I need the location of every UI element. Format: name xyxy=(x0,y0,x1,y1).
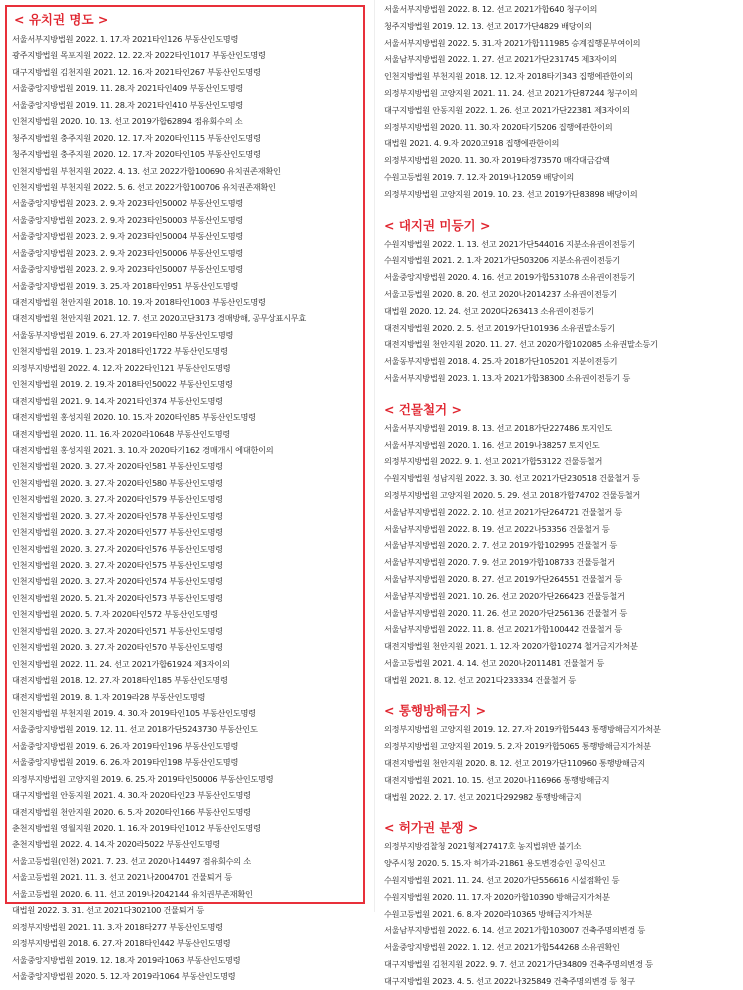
case-item: 대구지방법원 안동지원 2021. 4. 30.자 2020타인23 부동산인도명령 xyxy=(12,790,251,801)
case-item: 서울고등법원 2020. 8. 20. 선고 2020나2014237 소유권이전등기 xyxy=(384,288,617,299)
case-item: 인천지방법원 2020. 3. 27.자 2020타인577 부동산인도명령 xyxy=(12,527,223,538)
case-item: 의정부지방법원 2020. 11. 30.자 2019타경73570 매각대금감액 xyxy=(384,155,610,166)
case-item: 의정부지방법원 2021. 11. 3.자 2018타277 부동산인도명령 xyxy=(12,921,223,932)
section-title-passage-obstruction: < 통행방해금지 > xyxy=(384,703,487,719)
case-item: 수원지방법원 2021. 11. 24. 선고 2020가단556616 시설점확인 등 xyxy=(384,875,620,886)
case-item: 서울중앙지방법원 2023. 2. 9.자 2023타인50002 부동산인도명령 xyxy=(12,198,244,209)
section-title-land-right-unregistered: < 대지권 미등기 > xyxy=(384,217,491,233)
case-item: 서울서부지방법원 2022. 1. 17.자 2021타인126 부동산인도명령 xyxy=(12,34,239,44)
case-item: 서울중앙지방법원 2019. 6. 26.자 2019타인198 부동산인도명령 xyxy=(12,757,239,768)
case-item: 서울남부지방법원 2020. 8. 27. 선고 2019가단264551 건물철거 등 xyxy=(384,573,623,584)
case-item: 의정부지방법원 2022. 9. 1. 선고 2021가합53122 건물등철거 xyxy=(384,456,603,467)
case-item: 인천지방법원 2019. 1. 23.자 2018타인1722 부동산인도명령 xyxy=(12,346,228,357)
case-item: 인천지방법원 부천지원 2022. 5. 6. 선고 2022가합100706 유치권존재확인 xyxy=(12,181,276,192)
case-item: 대전지방법원 천안지원 2018. 10. 19.자 2018타인1003 부동산인도명령 xyxy=(12,297,266,307)
case-item: 서울동부지방법원 2018. 4. 25.자 2018가단105201 지분이전등기 xyxy=(384,356,618,367)
case-item: 의정부지방법원 2020. 11. 30.자 2020타기5206 집행에관한이의 xyxy=(384,121,613,132)
case-item: 대법원 2020. 12. 24. 선고 2020다263413 소유권이전등기 xyxy=(384,305,595,316)
case-item: 서울고등법원 2021. 4. 14. 선고 2020나2011481 건물철거 등 xyxy=(384,657,605,668)
case-item: 수원고등법원 2019. 7. 12.자 2019나12059 배당이의 xyxy=(384,171,575,182)
case-item: 대구지방법원 김천지원 2022. 9. 7. 선고 2021가단34809 건축주명의변경 등 xyxy=(384,959,653,970)
case-item: 인천지방법원 2020. 3. 27.자 2020타인570 부동산인도명령 xyxy=(12,642,223,653)
case-item: 인천지방법원 부천지원 2022. 4. 13. 선고 2022가합100690 유치권존재확인 xyxy=(12,165,281,176)
case-item: 대전지방법원 2019. 8. 1.자 2019라28 부동산인도명령 xyxy=(12,691,206,702)
case-item: 서울중앙지방법원 2022. 1. 12. 선고 2021가합544268 소유권확인 xyxy=(384,942,620,953)
case-item: 수원고등법원 2021. 6. 8.자 2020라10365 방해금지가처분 xyxy=(384,908,593,919)
case-item: 의정부지방법원 2022. 4. 12.자 2022타인121 부동산인도명령 xyxy=(12,362,231,373)
case-item: 인천지방법원 2020. 3. 27.자 2020타인580 부동산인도명령 xyxy=(12,477,223,488)
case-item: 대전지방법원 홍성지원 2020. 10. 15.자 2020타인85 부동산인도명령 xyxy=(12,412,256,423)
case-item: 서울중앙지방법원 2019. 3. 25.자 2018타인951 부동산인도명령 xyxy=(12,280,239,291)
case-list-building-demolition xyxy=(384,420,740,689)
case-item: 인천지방법원 2020. 5. 21.자 2020타인573 부동산인도명령 xyxy=(12,592,223,603)
case-list-land-right-unregistered xyxy=(384,236,740,387)
case-item: 대전지방법원 천안지원 2020. 6. 5.자 2020타인166 부동산인도명령 xyxy=(12,806,251,817)
case-item: 서울서부지방법원 2019. 8. 13. 선고 2018가단227486 토지인도 xyxy=(384,422,613,433)
case-item: 대전지방법원 천안지원 2020. 11. 27. 선고 2020가합102085 소유권말소등기 xyxy=(384,339,658,350)
case-item: 서울중앙지방법원 2023. 2. 9.자 2023타인50003 부동산인도명령 xyxy=(12,214,244,225)
case-item: 서울남부지방법원 2022. 11. 8. 선고 2021가합100442 건물철거 등 xyxy=(384,624,623,635)
case-item: 서울중앙지방법원 2023. 2. 9.자 2023타인50006 부동산인도명령 xyxy=(12,247,244,258)
case-item: 청주지방법원 충주지원 2020. 12. 17.자 2020타인115 부동산인도명령 xyxy=(12,132,261,143)
case-item: 인천지방법원 2020. 3. 27.자 2020타인575 부동산인도명령 xyxy=(12,560,223,570)
case-item: 인천지방법원 2020. 3. 27.자 2020타인579 부동산인도명령 xyxy=(12,494,223,505)
case-item: 서울남부지방법원 2020. 2. 7. 선고 2019가합102995 건물철거 등 xyxy=(384,540,618,551)
case-item: 대전지방법원 천안지원 2021. 12. 7. 선고 2020고단3173 경매방해, 공무상표시무효 xyxy=(12,313,307,324)
case-item: 서울중앙지방법원 2020. 4. 16. 선고 2019가합531078 소유권이전등기 xyxy=(384,272,636,283)
case-list-permit-dispute xyxy=(384,838,740,989)
case-item: 춘천지방법원 영월지원 2020. 1. 16.자 2019타인1012 부동산인도명령 xyxy=(12,823,261,833)
case-item: 대전지방법원 천안지원 2021. 1. 12.자 2020가합10274 철거금지가처분 xyxy=(384,641,638,652)
case-item: 인천지방법원 2020. 5. 7.자 2020타인572 부동산인도명령 xyxy=(12,609,218,620)
case-item: 대전지방법원 2018. 12. 27.자 2018타인185 부동산인도명령 xyxy=(12,675,228,686)
case-list-passage-obstruction xyxy=(384,721,740,805)
case-list-objection-cases xyxy=(384,1,740,203)
case-item: 대법원 2022. 3. 31. 선고 2021다302100 건물퇴거 등 xyxy=(12,905,205,916)
case-item: 대전지방법원 2020. 11. 16.자 2020라10648 부동산인도명령 xyxy=(12,428,231,439)
case-item: 대전지방법원 2021. 10. 15. 선고 2020나116966 통행방해금지 xyxy=(384,774,610,785)
case-item: 서울서부지방법원 2022. 5. 31.자 2021가합111985 승계집행문부여이의 xyxy=(384,37,641,48)
case-item: 의정부지방법원 2018. 6. 27.자 2018타인442 부동산인도명령 xyxy=(12,938,231,949)
case-item: 수원지방법원 성남지원 2022. 3. 30. 선고 2021가단230518 건물철거 등 xyxy=(384,473,640,484)
case-list-lien-eviction xyxy=(12,31,357,984)
case-item: 서울중앙지방법원 2019. 12. 18.자 2019라1063 부동산인도명령 xyxy=(12,954,241,965)
case-item: 서울중앙지방법원 2019. 6. 26.자 2019타인196 부동산인도명령 xyxy=(12,740,239,751)
case-item: 인천지방법원 부천지원 2019. 4. 30.자 2019타인105 부동산인도명령 xyxy=(12,707,256,718)
case-item: 의정부지방검찰청 2021형제27417호 농지법위반 불기소 xyxy=(384,841,582,852)
case-item: 대구지방법원 2023. 4. 5. 선고 2022나325849 건축주명의변경 등 청구 xyxy=(384,975,635,986)
case-item: 서울서부지방법원 2023. 1. 13.자 2021가합38300 소유권이전등기 등 xyxy=(384,372,631,383)
case-item: 대전지방법원 2020. 2. 5. 선고 2019가단101936 소유권말소등기 xyxy=(384,322,615,333)
case-item: 인천지방법원 부천지원 2018. 12. 12.자 2018타기343 집행에관한이의 xyxy=(384,71,633,82)
column-divider xyxy=(374,0,375,912)
case-item: 의정부지방법원 고양지원 2021. 11. 24. 선고 2021가단87244 청구이의 xyxy=(384,87,638,98)
case-item: 의정부지방법원 고양지원 2019. 10. 23. 선고 2019가단83898 배당이의 xyxy=(384,188,638,199)
case-item: 대구지방법원 김천지원 2021. 12. 16.자 2021타인267 부동산인도명령 xyxy=(12,66,261,77)
case-item: 청주지방법원 충주지원 2020. 12. 17.자 2020타인105 부동산인도명령 xyxy=(12,149,261,160)
section-objection-cases xyxy=(384,1,740,203)
case-item: 의정부지방법원 고양지원 2019. 12. 27.자 2019카합5443 통행방해금지가처분 xyxy=(384,724,661,735)
case-item: 인천지방법원 2020. 3. 27.자 2020타인571 부동산인도명령 xyxy=(12,625,223,636)
section-permit-dispute xyxy=(384,819,740,989)
section-passage-obstruction xyxy=(384,702,740,805)
case-item: 대법원 2022. 2. 17. 선고 2021다292982 통행방해금지 xyxy=(384,791,582,802)
case-item: 인천지방법원 2020. 3. 27.자 2020타인578 부동산인도명령 xyxy=(12,510,223,521)
case-item: 인천지방법원 2020. 3. 27.자 2020타인574 부동산인도명령 xyxy=(12,576,223,587)
case-item: 서울서부지방법원 2022. 8. 12. 선고 2021가합640 청구이의 xyxy=(384,4,598,14)
case-item: 의정부지방법원 고양지원 2019. 6. 25.자 2019타인50006 부동산인도명령 xyxy=(12,773,274,784)
case-item: 서울남부지방법원 2021. 10. 26. 선고 2020가단266423 건물등철거 xyxy=(384,590,625,601)
right-panel xyxy=(384,0,740,986)
case-item: 양주시청 2020. 5. 15.자 허가과-21861 용도변경승인 공익신고 xyxy=(384,858,606,869)
case-item: 청주지방법원 2019. 12. 13. 선고 2017가단4829 배당이의 xyxy=(384,20,592,31)
case-item: 수원지방법원 2021. 2. 1.자 2021가단503206 지분소유권이전등기 xyxy=(384,255,621,266)
case-item: 수원지방법원 2022. 1. 13. 선고 2021가단544016 지분소유권이전등기 xyxy=(384,238,636,249)
case-item: 서울중앙지방법원 2019. 12. 11. 선고 2018가단5243730 부동산인도 xyxy=(12,724,258,735)
case-item: 서울고등법원(인천) 2021. 7. 23. 선고 2020나14497 점유회수의 소 xyxy=(12,855,251,866)
case-item: 서울남부지방법원 2022. 1. 27. 선고 2021가단231745 제3자이의 xyxy=(384,54,617,65)
case-item: 의정부지방법원 고양지원 2020. 5. 29. 선고 2018가합74702 건물등철거 xyxy=(384,489,641,500)
case-item: 대법원 2021. 4. 9.자 2020고918 집행에관한이의 xyxy=(384,138,560,149)
case-item: 서울고등법원 2020. 6. 11. 선고 2019나2042144 유치권부존재확인 xyxy=(12,888,253,899)
section-land-right-unregistered xyxy=(384,217,740,387)
case-item: 의정부지방법원 고양지원 2019. 5. 2.자 2019카합5065 통행방해금지가처분 xyxy=(384,741,651,752)
case-item: 대전지방법원 천안지원 2020. 8. 12. 선고 2019가단110960 통행방해금지 xyxy=(384,758,646,769)
case-item: 서울고등법원 2021. 11. 3. 선고 2021나2004701 건물퇴거 등 xyxy=(12,872,233,883)
case-item: 서울중앙지방법원 2020. 5. 12.자 2019라1064 부동산인도명령 xyxy=(12,970,236,981)
case-item: 서울남부지방법원 2020. 7. 9. 선고 2019가합108733 건물등철거 xyxy=(384,557,615,568)
case-item: 인천지방법원 2020. 3. 27.자 2020타인576 부동산인도명령 xyxy=(12,543,223,554)
case-item: 인천지방법원 2020. 3. 27.자 2020타인581 부동산인도명령 xyxy=(12,461,223,472)
case-item: 광주지방법원 목포지원 2022. 12. 22.자 2022타인1017 부동산인도명령 xyxy=(12,50,266,61)
case-item: 서울중앙지방법원 2023. 2. 9.자 2023타인50004 부동산인도명령 xyxy=(12,231,244,242)
case-item: 서울중앙지방법원 2023. 2. 9.자 2023타인50007 부동산인도명령 xyxy=(12,264,244,275)
case-item: 인천지방법원 2020. 10. 13. 선고 2019가합62894 점유회수의 소 xyxy=(12,116,243,127)
case-item: 서울동부지방법원 2019. 6. 27.자 2019타인80 부동산인도명령 xyxy=(12,329,234,340)
case-item: 서울남부지방법원 2022. 6. 14. 선고 2021가합103007 건축주명의변경 등 xyxy=(384,925,646,936)
case-item: 대전지방법원 2021. 9. 14.자 2021타인374 부동산인도명령 xyxy=(12,395,223,406)
case-item: 인천지방법원 2019. 2. 19.자 2018타인50022 부동산인도명령 xyxy=(12,379,233,390)
left-panel xyxy=(5,5,365,981)
case-item: 서울중앙지방법원 2019. 11. 28.자 2021타인410 부동산인도명령 xyxy=(12,99,244,110)
case-item: 춘천지방법원 2022. 4. 14.자 2020라5022 부동산인도명령 xyxy=(12,839,221,850)
case-item: 서울서부지방법원 2020. 1. 16. 선고 2019나38257 토지인도 xyxy=(384,439,600,450)
section-building-demolition xyxy=(384,401,740,689)
section-title-permit-dispute: < 허가권 분쟁 > xyxy=(384,820,479,836)
case-item: 대전지방법원 홍성지원 2021. 3. 10.자 2020타기162 경매개시 에대한이의 xyxy=(12,444,274,455)
case-item: 서울남부지방법원 2022. 8. 19. 선고 2022나53356 건물철거 등 xyxy=(384,523,610,534)
case-item: 서울남부지방법원 2022. 2. 10. 선고 2021가단264721 건물철거 등 xyxy=(384,506,623,517)
case-item: 수원지방법원 2020. 11. 17.자 2020카합10390 방해금지가처분 xyxy=(384,891,610,902)
section-title-building-demolition: < 건물철거 > xyxy=(384,401,462,417)
section-title-lien-eviction: < 유치권 명도 > xyxy=(14,12,109,27)
case-item: 인천지방법원 2022. 11. 24. 선고 2021가합61924 제3자이의 xyxy=(12,658,230,669)
case-item: 대구지방법원 안동지원 2022. 1. 26. 선고 2021가단22381 제3자이의 xyxy=(384,104,630,115)
case-item: 대법원 2021. 8. 12. 선고 2021다233334 건물철거 등 xyxy=(384,674,577,685)
case-item: 서울중앙지방법원 2019. 11. 28.자 2021타인409 부동산인도명령 xyxy=(12,83,244,94)
case-item: 서울남부지방법원 2020. 11. 26. 선고 2020가단256136 건물철거 등 xyxy=(384,607,627,618)
